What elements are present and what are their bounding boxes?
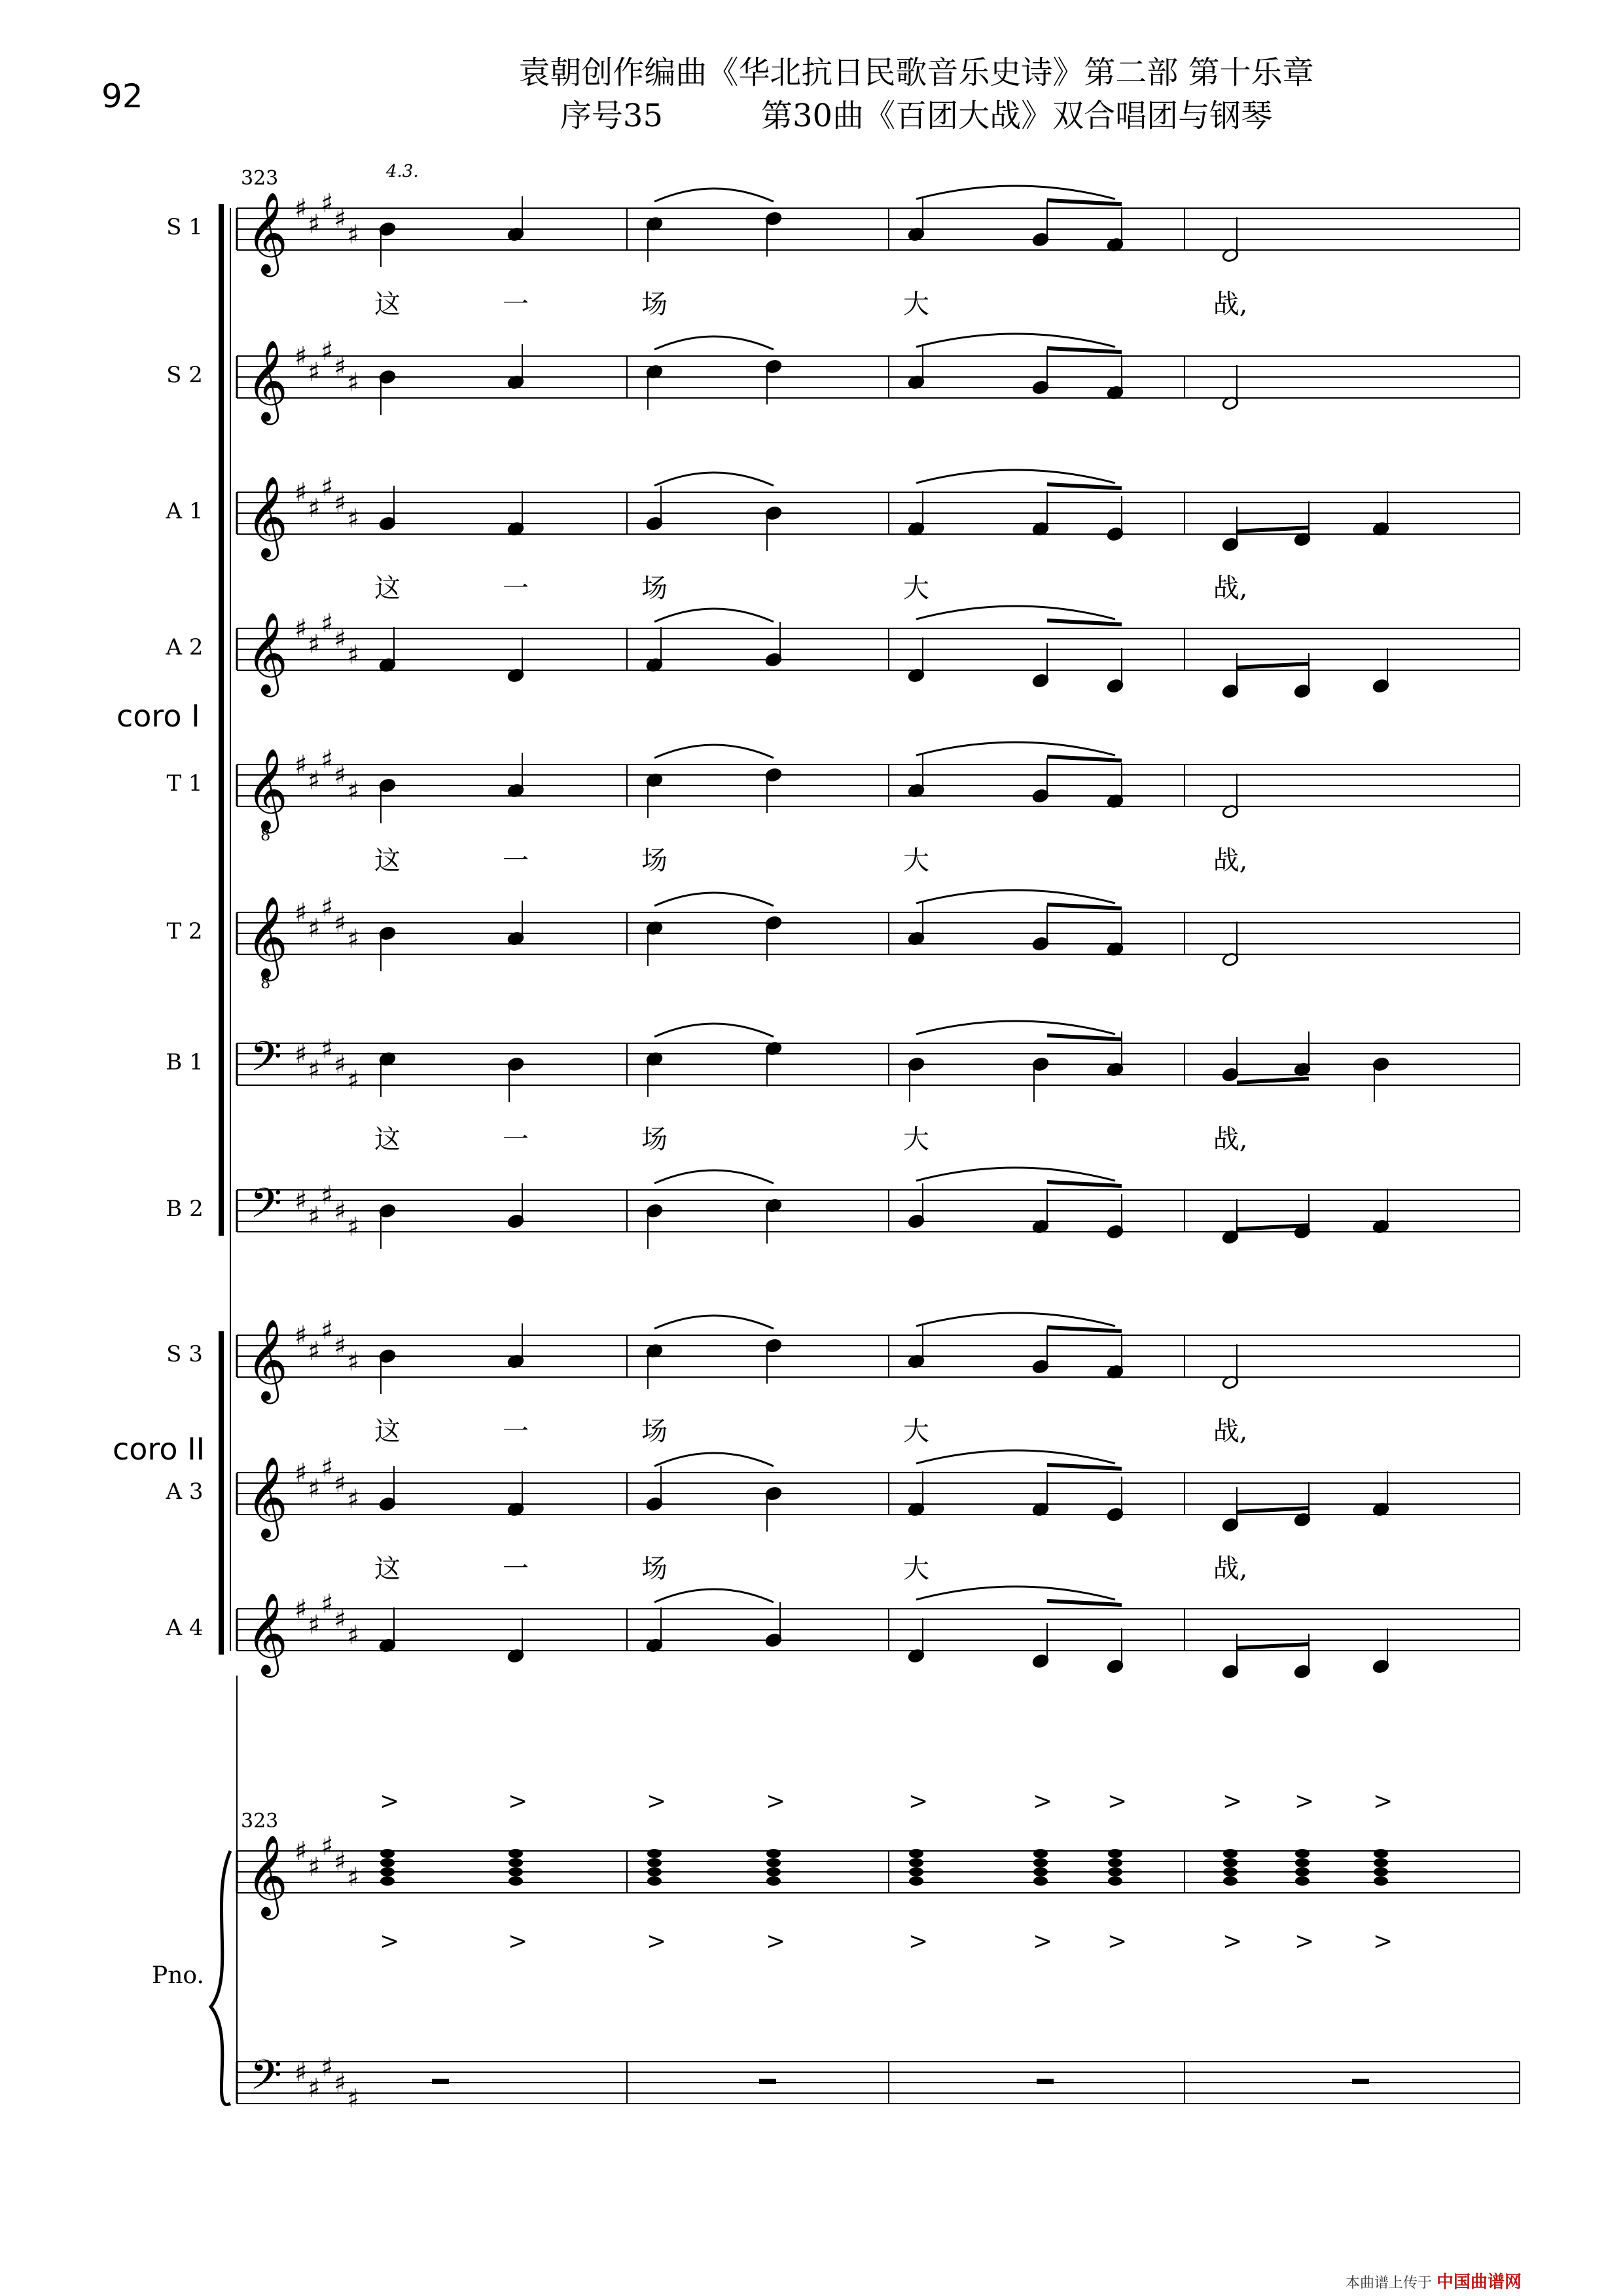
sharp-sign: ♯ bbox=[347, 1066, 360, 1096]
chord-notehead bbox=[766, 1876, 781, 1886]
accent-mark: > bbox=[1033, 1928, 1053, 1955]
sharp-sign: ♯ bbox=[347, 2084, 360, 2114]
sharp-sign: ♯ bbox=[308, 1202, 321, 1232]
sharp-sign: ♯ bbox=[308, 1336, 321, 1367]
slur bbox=[916, 1021, 1115, 1034]
lyric-syllable: 战, bbox=[1213, 1554, 1248, 1584]
voice-notes bbox=[379, 890, 1239, 971]
sharp-sign: ♯ bbox=[308, 1055, 321, 1085]
accent-mark: > bbox=[908, 1928, 929, 1955]
staff-a4 bbox=[237, 1609, 1520, 1651]
accent-mark: > bbox=[1373, 1788, 1393, 1815]
chord-notehead bbox=[1033, 1867, 1048, 1876]
sharp-sign: ♯ bbox=[308, 1852, 321, 1882]
accent-mark: > bbox=[1107, 1788, 1128, 1815]
staff-a1 bbox=[237, 492, 1520, 534]
slur bbox=[654, 473, 774, 486]
octave-mark: 8 bbox=[260, 826, 271, 844]
sharp-sign: ♯ bbox=[347, 776, 360, 806]
lyric-syllable: 大 bbox=[903, 846, 929, 876]
sharp-sign: ♯ bbox=[321, 745, 334, 775]
lyric-syllable: 战, bbox=[1213, 573, 1248, 603]
staff-label: S 1 bbox=[166, 214, 203, 240]
lyric-syllable: 大 bbox=[903, 1416, 929, 1446]
chord-notehead bbox=[1295, 1858, 1310, 1867]
sharp-sign: ♯ bbox=[321, 1316, 334, 1346]
chord-notehead bbox=[1033, 1849, 1048, 1858]
sharp-sign: ♯ bbox=[308, 357, 321, 387]
lyric-syllable: 这 bbox=[374, 846, 401, 876]
sharp-sign: ♯ bbox=[294, 1594, 308, 1624]
chord-notehead bbox=[508, 1876, 523, 1886]
chord-notehead bbox=[1223, 1876, 1238, 1886]
choir-two-label: coro II bbox=[113, 1431, 205, 1467]
chord-notehead bbox=[1033, 1876, 1048, 1886]
treble-clef-icon: 𝄞 bbox=[246, 1456, 288, 1538]
chord-notehead bbox=[380, 1867, 395, 1876]
piano-bass-staff bbox=[237, 2062, 1520, 2104]
bass-clef-icon: 𝄢 bbox=[250, 1179, 282, 1237]
chord-notehead bbox=[766, 1867, 781, 1876]
staff-label: A 3 bbox=[166, 1479, 204, 1505]
staff-label: T 1 bbox=[166, 770, 203, 797]
bass-clef-icon: 𝄢 bbox=[250, 1032, 282, 1090]
chord-notehead bbox=[1374, 1858, 1388, 1867]
sharp-sign: ♯ bbox=[334, 488, 347, 518]
voice-notes bbox=[379, 742, 1239, 823]
sharp-sign: ♯ bbox=[321, 1181, 334, 1211]
sharp-sign: ♯ bbox=[321, 1589, 334, 1619]
beam bbox=[1047, 200, 1122, 204]
accent-mark: > bbox=[508, 1788, 528, 1815]
chord-notehead bbox=[647, 1849, 662, 1858]
sharp-sign: ♯ bbox=[321, 1453, 334, 1483]
lyric-syllable: 这 bbox=[374, 1416, 401, 1446]
sharp-sign: ♯ bbox=[334, 204, 347, 234]
sharp-sign: ♯ bbox=[321, 893, 334, 923]
accent-mark: > bbox=[380, 1928, 400, 1955]
lyric-syllable: 场 bbox=[641, 1124, 668, 1155]
sharp-sign: ♯ bbox=[334, 1605, 347, 1635]
footer-upload-text: 本曲谱上传于 bbox=[1345, 2275, 1432, 2291]
chord-notehead bbox=[1033, 1858, 1048, 1867]
staff-label: A 2 bbox=[166, 634, 204, 660]
voice-notes bbox=[379, 1168, 1389, 1249]
treble-clef-icon: 𝄞 bbox=[246, 896, 288, 978]
sharp-sign: ♯ bbox=[347, 640, 360, 670]
sharp-sign: ♯ bbox=[308, 1474, 321, 1504]
staff-label: T 2 bbox=[166, 918, 203, 944]
chord-notehead bbox=[766, 1849, 781, 1858]
staff-s1 bbox=[237, 208, 1520, 250]
slur bbox=[654, 745, 774, 758]
sharp-sign: ♯ bbox=[347, 1484, 360, 1515]
sharp-sign: ♯ bbox=[308, 209, 321, 240]
treble-clef-icon: 𝄞 bbox=[246, 192, 288, 274]
staff-label: B 1 bbox=[166, 1049, 204, 1075]
beam bbox=[1047, 348, 1122, 352]
sharp-sign: ♯ bbox=[294, 1186, 308, 1216]
sharp-sign: ♯ bbox=[321, 188, 334, 219]
slur bbox=[916, 470, 1115, 483]
lyric-syllable: 场 bbox=[641, 573, 668, 603]
slur bbox=[654, 1170, 774, 1183]
beam bbox=[1237, 1644, 1309, 1648]
slur bbox=[916, 890, 1115, 903]
whole-rest bbox=[1352, 2079, 1369, 2084]
staff-a2 bbox=[237, 628, 1520, 670]
lyric-syllable: 场 bbox=[641, 1416, 668, 1446]
sharp-sign: ♯ bbox=[294, 898, 308, 928]
chord-notehead bbox=[909, 1876, 923, 1886]
sharp-sign: ♯ bbox=[334, 1847, 347, 1877]
voice-notes bbox=[379, 1021, 1389, 1102]
chord-notehead bbox=[1223, 1867, 1238, 1876]
sharp-sign: ♯ bbox=[308, 1610, 321, 1640]
chord-notehead bbox=[508, 1867, 523, 1876]
accent-mark: > bbox=[1222, 1928, 1243, 1955]
sharp-sign: ♯ bbox=[334, 1331, 347, 1361]
chord-notehead bbox=[380, 1858, 395, 1867]
sharp-sign: ♯ bbox=[308, 630, 321, 660]
voice-notes bbox=[379, 470, 1389, 552]
sharp-sign: ♯ bbox=[334, 2068, 347, 2098]
lyric-syllable: 一 bbox=[503, 573, 529, 603]
slur bbox=[654, 188, 774, 202]
sharp-sign: ♯ bbox=[294, 478, 308, 508]
slur bbox=[916, 186, 1115, 199]
sharp-sign: ♯ bbox=[334, 624, 347, 655]
beam bbox=[1237, 1079, 1309, 1083]
sharp-sign: ♯ bbox=[334, 761, 347, 791]
slur bbox=[916, 1587, 1115, 1600]
treble-clef-icon: 𝄞 bbox=[246, 340, 288, 422]
staff-s3 bbox=[237, 1335, 1520, 1377]
sharp-sign: ♯ bbox=[347, 1212, 360, 1242]
treble-clef-icon: 𝄞 bbox=[246, 1592, 288, 1674]
sharp-sign: ♯ bbox=[321, 609, 334, 639]
lyric-syllable: 这 bbox=[374, 1124, 401, 1155]
staff-a3 bbox=[237, 1473, 1520, 1515]
sequence-number: 序号35 bbox=[560, 98, 663, 134]
footer-credit bbox=[1346, 2269, 1522, 2293]
staff-label: S 3 bbox=[166, 1341, 203, 1367]
chord-notehead bbox=[1223, 1858, 1238, 1867]
lyric-syllable: 这 bbox=[374, 573, 401, 603]
lyric-syllable: 战, bbox=[1213, 1124, 1248, 1155]
beam bbox=[1047, 1327, 1122, 1331]
treble-clef-icon: 𝄞 bbox=[246, 1319, 288, 1401]
lyric-syllable: 大 bbox=[903, 289, 929, 319]
chord-notehead bbox=[508, 1849, 523, 1858]
chord-notehead bbox=[1108, 1858, 1122, 1867]
chord-notehead bbox=[380, 1849, 395, 1858]
accent-mark: > bbox=[1294, 1788, 1315, 1815]
piano-brace bbox=[211, 1851, 230, 2104]
chord-notehead bbox=[508, 1858, 523, 1867]
lyric-syllable: 大 bbox=[903, 1554, 929, 1584]
slur bbox=[654, 1024, 774, 1037]
beam bbox=[1047, 757, 1122, 761]
accent-mark: > bbox=[508, 1928, 528, 1955]
accent-mark: > bbox=[1107, 1928, 1128, 1955]
staff-b1 bbox=[237, 1043, 1520, 1085]
sharp-sign: ♯ bbox=[334, 352, 347, 382]
sharp-sign: ♯ bbox=[347, 504, 360, 534]
sharp-sign: ♯ bbox=[334, 1050, 347, 1080]
sharp-sign: ♯ bbox=[347, 220, 360, 250]
slur bbox=[654, 893, 774, 906]
tempo-marking: 4.3. bbox=[386, 162, 419, 181]
chord-notehead bbox=[1374, 1849, 1388, 1858]
whole-rest bbox=[432, 2079, 449, 2084]
site-logo: 中国曲谱网 bbox=[1436, 2272, 1522, 2292]
sharp-sign: ♯ bbox=[347, 1863, 360, 1893]
whole-rest bbox=[759, 2079, 776, 2084]
page-number: 92 bbox=[101, 77, 143, 115]
slur bbox=[654, 336, 774, 350]
lyric-syllable: 一 bbox=[503, 846, 529, 876]
lyric-syllable: 一 bbox=[503, 1554, 529, 1584]
piano-chords bbox=[380, 1849, 1388, 2084]
score-title: 袁朝创作编曲《华北抗日民歌音乐史诗》第二部 第十乐章 bbox=[518, 54, 1314, 91]
sharp-sign: ♯ bbox=[321, 473, 334, 503]
piano-measure-number: 323 bbox=[241, 1810, 279, 1833]
slur bbox=[916, 742, 1115, 755]
beam bbox=[1047, 1035, 1122, 1039]
accent-mark: > bbox=[1373, 1928, 1393, 1955]
sharp-sign: ♯ bbox=[294, 1039, 308, 1069]
lyric-syllable: 大 bbox=[903, 1124, 929, 1155]
chord-notehead bbox=[1223, 1849, 1238, 1858]
sharp-sign: ♯ bbox=[294, 194, 308, 224]
slur bbox=[654, 1316, 774, 1329]
lyric-syllable: 场 bbox=[641, 846, 668, 876]
beam bbox=[1047, 484, 1122, 488]
chord-notehead bbox=[1374, 1867, 1388, 1876]
sharp-sign: ♯ bbox=[294, 342, 308, 372]
sharp-sign: ♯ bbox=[321, 1034, 334, 1064]
accent-mark: > bbox=[766, 1928, 786, 1955]
beam bbox=[1047, 1465, 1122, 1469]
sharp-sign: ♯ bbox=[334, 1469, 347, 1499]
bass-clef-icon: 𝄢 bbox=[250, 2051, 282, 2109]
sharp-sign: ♯ bbox=[347, 1347, 360, 1377]
staff-label: B 2 bbox=[166, 1196, 204, 1222]
accent-mark: > bbox=[1222, 1788, 1243, 1815]
lyric-syllable: 战, bbox=[1213, 1416, 1248, 1446]
treble-clef-icon: 𝄞 bbox=[246, 612, 288, 694]
sharp-sign: ♯ bbox=[321, 2053, 334, 2083]
accent-mark: > bbox=[1033, 1788, 1053, 1815]
choir-one-label: coro I bbox=[116, 698, 200, 734]
sharp-sign: ♯ bbox=[347, 924, 360, 954]
lyric-syllable: 场 bbox=[641, 289, 668, 319]
whole-rest bbox=[1037, 2079, 1054, 2084]
accent-mark: > bbox=[766, 1788, 786, 1815]
sharp-sign: ♯ bbox=[308, 766, 321, 796]
staff-t2 bbox=[237, 912, 1520, 954]
measure-number: 323 bbox=[241, 167, 279, 190]
slur bbox=[916, 1313, 1115, 1326]
beam bbox=[1047, 1182, 1122, 1186]
beam bbox=[1047, 1601, 1122, 1605]
chord-notehead bbox=[1295, 1867, 1310, 1876]
staff-t1 bbox=[237, 764, 1520, 806]
sharp-sign: ♯ bbox=[294, 1321, 308, 1351]
lyric-syllable: 一 bbox=[503, 289, 529, 319]
sharp-sign: ♯ bbox=[334, 908, 347, 939]
beam bbox=[1047, 620, 1122, 624]
sharp-sign: ♯ bbox=[308, 914, 321, 944]
piano-treble-staff bbox=[237, 1851, 1520, 1893]
voice-notes bbox=[379, 1587, 1389, 1679]
accent-mark: > bbox=[647, 1788, 667, 1815]
staff-b2 bbox=[237, 1190, 1520, 1232]
sharp-sign: ♯ bbox=[294, 2058, 308, 2088]
beam bbox=[1237, 528, 1309, 531]
lyric-syllable: 战, bbox=[1213, 846, 1248, 876]
staff-label: A 1 bbox=[166, 498, 204, 524]
lyric-syllable: 战, bbox=[1213, 289, 1248, 319]
treble-clef-icon: 𝄞 bbox=[246, 1835, 288, 1916]
piece-title: 第30曲《百团大战》双合唱团与钢琴 bbox=[761, 98, 1273, 134]
sharp-sign: ♯ bbox=[308, 493, 321, 524]
chord-notehead bbox=[1374, 1876, 1388, 1886]
lyric-syllable: 大 bbox=[903, 573, 929, 603]
chord-notehead bbox=[1108, 1867, 1122, 1876]
chord-notehead bbox=[647, 1858, 662, 1867]
voice-notes bbox=[379, 1313, 1239, 1394]
lyric-syllable: 这 bbox=[374, 1554, 401, 1584]
chord-notehead bbox=[1108, 1876, 1122, 1886]
slur bbox=[916, 606, 1115, 619]
slur bbox=[654, 1453, 774, 1466]
octave-mark: 8 bbox=[260, 974, 271, 992]
lyric-syllable: 一 bbox=[503, 1124, 529, 1155]
sharp-sign: ♯ bbox=[334, 1196, 347, 1227]
sharp-sign: ♯ bbox=[347, 1621, 360, 1651]
sharp-sign: ♯ bbox=[347, 368, 360, 398]
slur bbox=[654, 609, 774, 622]
chord-notehead bbox=[909, 1858, 923, 1867]
beam bbox=[1237, 1508, 1309, 1512]
chord-notehead bbox=[909, 1867, 923, 1876]
piano-label: Pno. bbox=[152, 1962, 204, 1989]
lyric-syllable: 这 bbox=[374, 289, 401, 319]
accent-mark: > bbox=[1294, 1928, 1315, 1955]
staff-label: A 4 bbox=[166, 1615, 204, 1641]
chord-notehead bbox=[1108, 1849, 1122, 1858]
slur bbox=[916, 334, 1115, 347]
chord-notehead bbox=[647, 1876, 662, 1886]
chord-notehead bbox=[1295, 1876, 1310, 1886]
voice-notes bbox=[379, 1450, 1389, 1532]
sharp-sign: ♯ bbox=[294, 614, 308, 644]
accent-mark: > bbox=[380, 1788, 400, 1815]
beam bbox=[1237, 664, 1309, 668]
treble-clef-icon: 𝄞 bbox=[246, 476, 288, 558]
sharp-sign: ♯ bbox=[321, 1831, 334, 1861]
voice-notes bbox=[379, 186, 1239, 267]
chord-notehead bbox=[766, 1858, 781, 1867]
chord-notehead bbox=[909, 1849, 923, 1858]
treble-clef-icon: 𝄞 bbox=[246, 748, 288, 830]
accent-mark: > bbox=[908, 1788, 929, 1815]
slur bbox=[916, 1450, 1115, 1463]
lyric-syllable: 一 bbox=[503, 1416, 529, 1446]
accent-mark: > bbox=[647, 1928, 667, 1955]
staff-s2 bbox=[237, 356, 1520, 398]
slur bbox=[654, 1589, 774, 1602]
sharp-sign: ♯ bbox=[294, 1458, 308, 1488]
beam bbox=[1047, 905, 1122, 908]
staff-label: S 2 bbox=[166, 362, 203, 388]
chord-notehead bbox=[647, 1867, 662, 1876]
sharp-sign: ♯ bbox=[308, 2073, 321, 2104]
voice-notes bbox=[379, 606, 1389, 698]
sharp-sign: ♯ bbox=[294, 750, 308, 780]
voice-notes bbox=[379, 334, 1239, 415]
slur bbox=[916, 1168, 1115, 1181]
chord-notehead bbox=[380, 1876, 395, 1886]
sharp-sign: ♯ bbox=[321, 336, 334, 367]
lyric-syllable: 场 bbox=[641, 1554, 668, 1584]
sharp-sign: ♯ bbox=[294, 1837, 308, 1867]
chord-notehead bbox=[1295, 1849, 1310, 1858]
